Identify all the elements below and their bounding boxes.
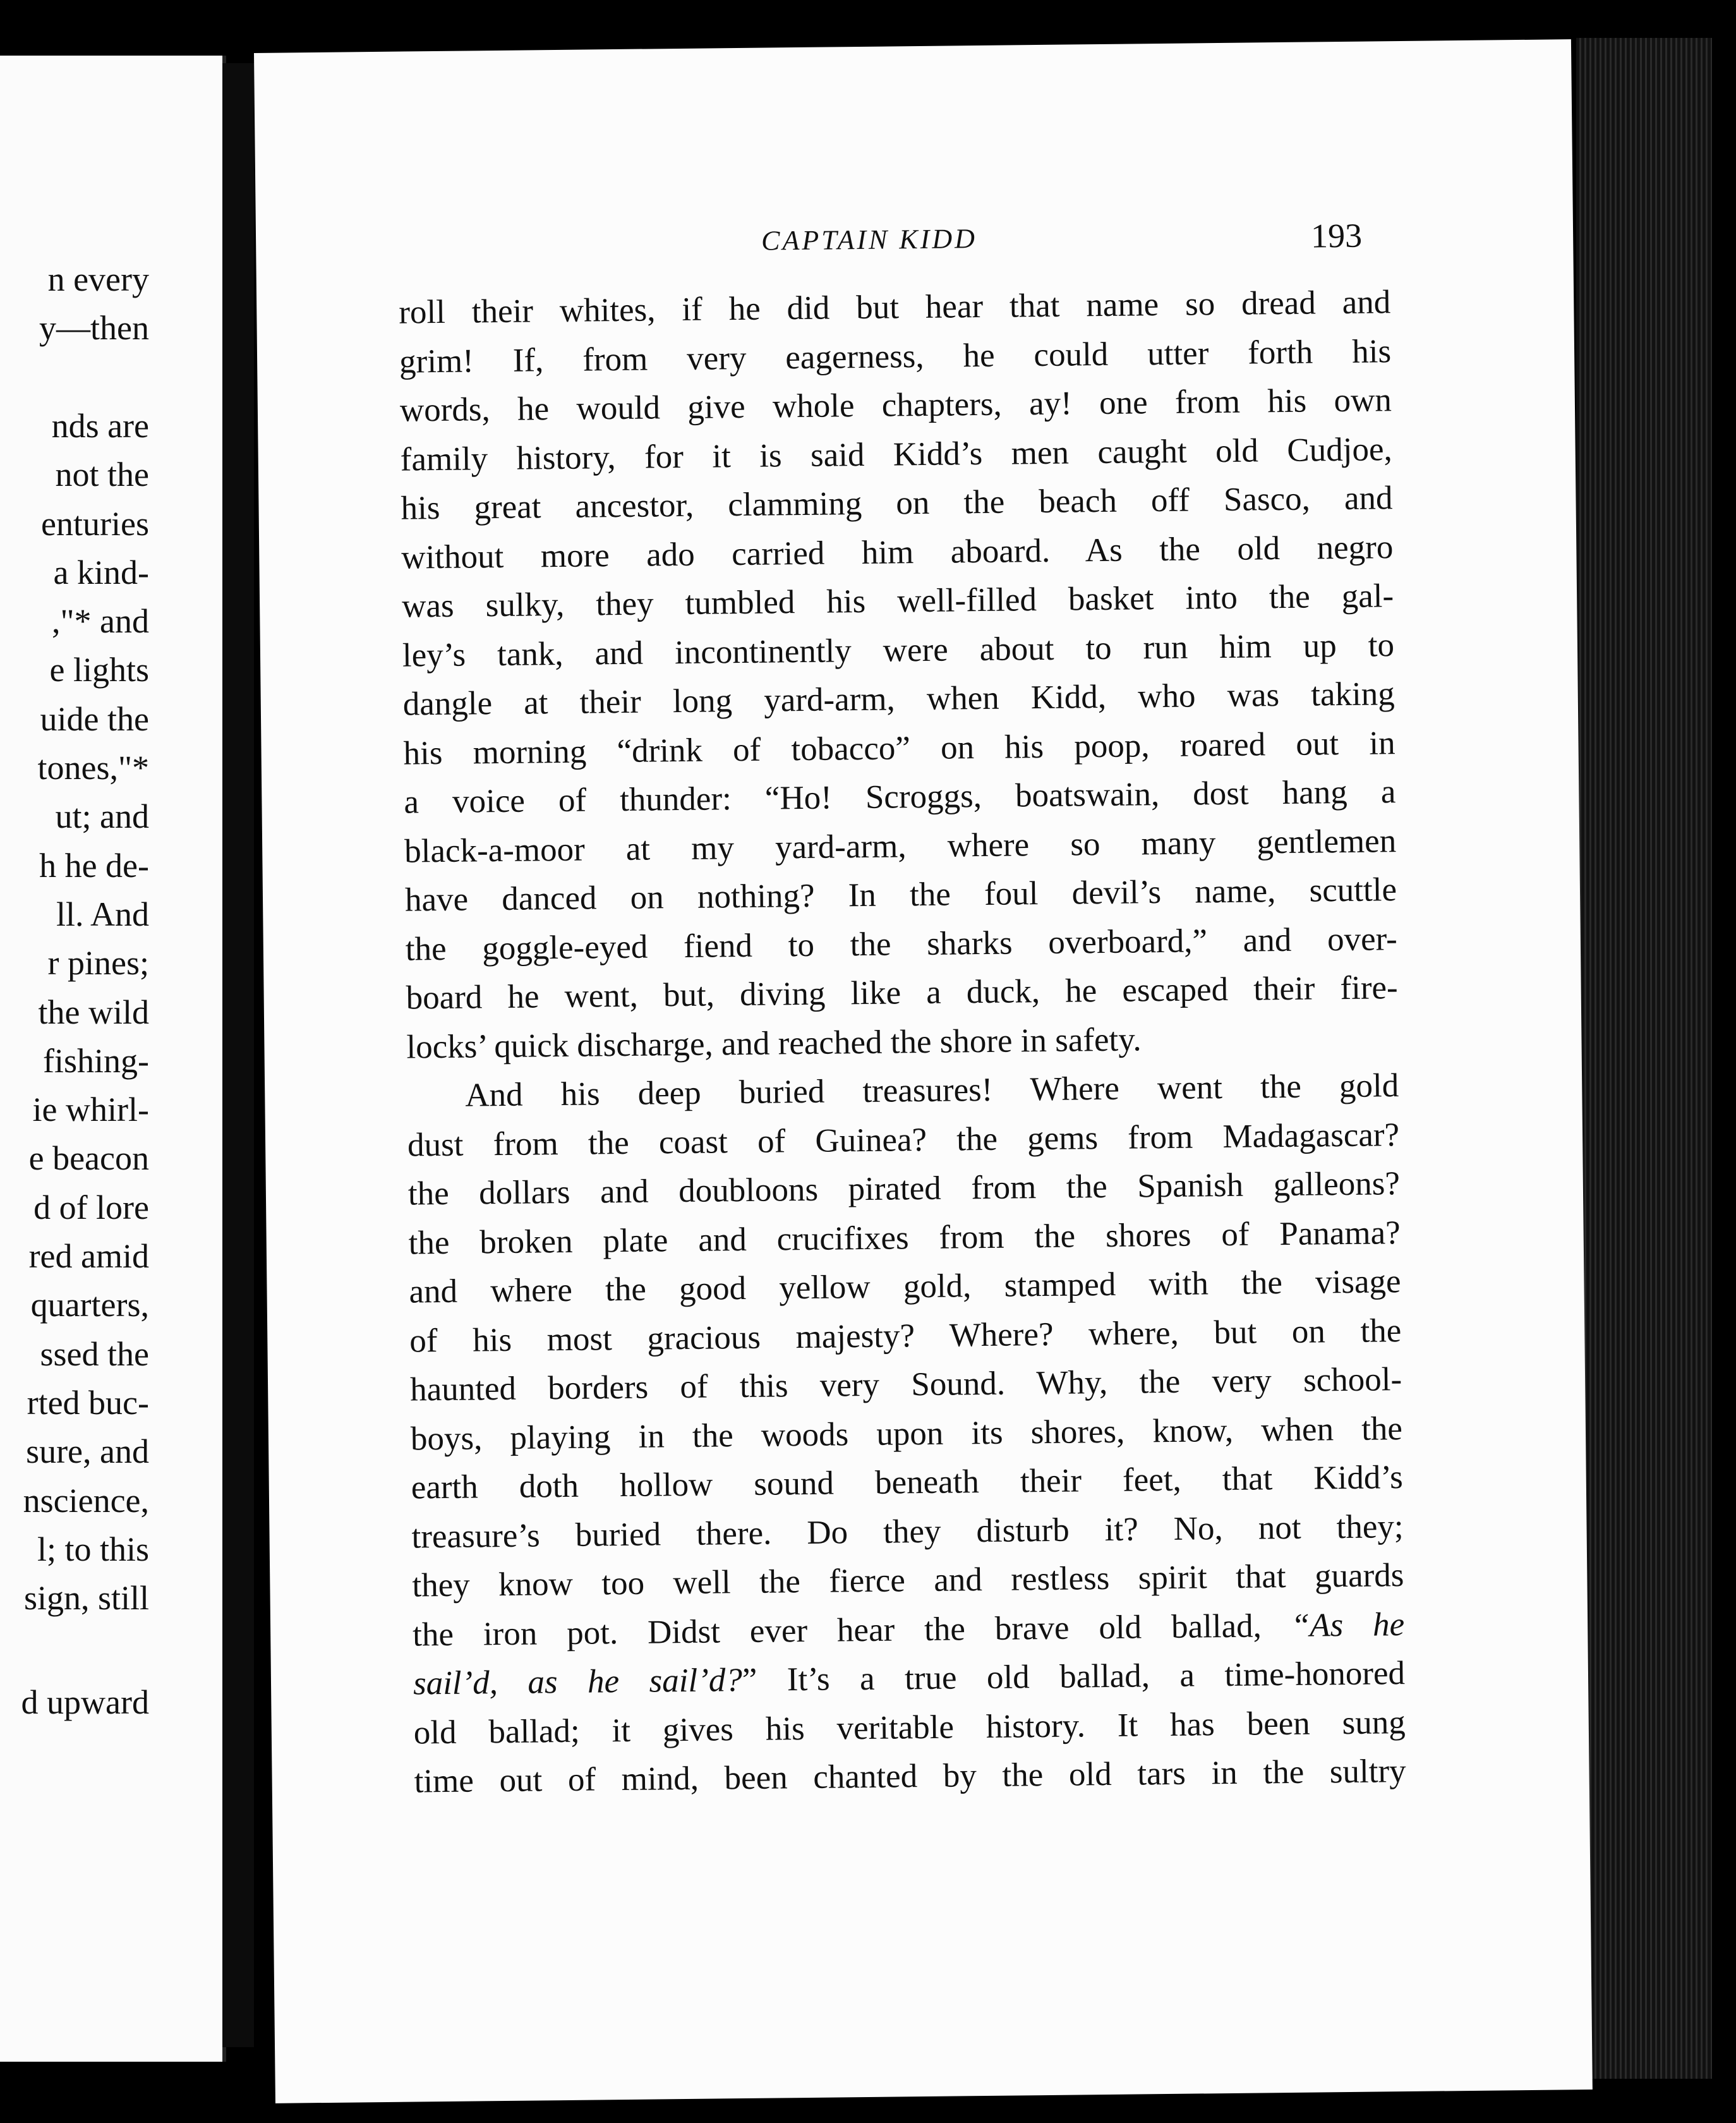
left-page-line: y—then	[39, 309, 149, 348]
left-page-line: rted buc-	[27, 1383, 149, 1422]
left-page-line: d of lore	[33, 1188, 149, 1226]
page-edges	[1576, 38, 1712, 2079]
left-page-line: ,"* and	[51, 602, 149, 641]
left-page-line: e beacon	[28, 1139, 149, 1178]
left-page-line: tones,"*	[37, 749, 149, 787]
left-page-line: ssed the	[40, 1334, 149, 1373]
text-line: earth doth hollow sound beneath their feet, that Kidd’s	[411, 1459, 1404, 1506]
text-line: his great ancestor, clamming on the beach off Sasco, and	[401, 480, 1393, 527]
left-page-line: red amid	[28, 1237, 149, 1275]
ballad-title: “As he	[1291, 1606, 1405, 1644]
running-head	[256, 216, 1574, 268]
text-line: haunted borders of this very Sound. Why, the very school-	[409, 1361, 1402, 1408]
text-run: ” It’s a true old ballad, a time-honored	[742, 1655, 1406, 1699]
text-line: family history, for it is said Kidd’s men caught old Cudjoe,	[400, 430, 1392, 478]
right-page	[254, 39, 1593, 2103]
text-line: ley’s tank, and incontinently were about to run him up to	[402, 626, 1395, 674]
text-line: And his deep buried treasures! Where went the gold	[464, 1067, 1399, 1114]
text-line: the goggle-eyed fiend to the sharks overboard,” and over-	[405, 920, 1398, 968]
text-line: they know too well the fierce and restless spirit that guards	[412, 1557, 1404, 1604]
left-page-line: the wild	[38, 993, 149, 1031]
left-page-line: nscience,	[23, 1481, 149, 1520]
left-page-line: r pines;	[47, 944, 149, 983]
left-page-line: l; to this	[37, 1530, 149, 1568]
text-line: a voice of thunder: “Ho! Scroggs, boatswain, dost hang a	[404, 773, 1396, 821]
text-line: his morning “drink of tobacco” on his poop, roared out in	[403, 724, 1395, 772]
text-line: grim! If, from very eagerness, he could utter forth his	[399, 332, 1392, 380]
body-text	[399, 278, 1406, 1806]
text-line: the dollars and doubloons pirated from the Spanish galleons?	[407, 1165, 1401, 1213]
text-line: of his most gracious majesty? Where? where, but on the	[409, 1312, 1402, 1360]
left-page-line: ll. And	[56, 895, 149, 933]
left-page-line: a kind-	[53, 553, 149, 591]
left-page	[0, 56, 226, 2062]
left-page-line: e lights	[49, 651, 149, 689]
left-page-line: n every	[47, 260, 149, 298]
left-page-line: ut; and	[55, 797, 149, 836]
left-page-line: sure, and	[26, 1432, 149, 1471]
left-page-line: fishing-	[43, 1041, 149, 1080]
text-line: board he went, but, diving like a duck, he escaped their fire-	[406, 969, 1398, 1017]
left-page-line: ie whirl-	[32, 1091, 149, 1129]
text-line: have danced on nothing? In the foul devil’s name, scuttle	[404, 871, 1397, 919]
ballad-title: sail’d, as he sail’d?	[413, 1662, 743, 1702]
text-line: boys, playing in the woods upon its shores, know, when the	[410, 1410, 1403, 1458]
left-page-line: uide the	[40, 699, 149, 738]
running-title: CAPTAIN KIDD	[761, 223, 978, 257]
text-line: old ballad; it gives his veritable history. It has been sung	[413, 1703, 1406, 1751]
left-page-line: sign, still	[23, 1579, 149, 1618]
text-line: dangle at their long yard-arm, when Kidd, who was taking	[402, 675, 1395, 723]
text-line: dust from the coast of Guinea? the gems from Madagascar?	[407, 1116, 1400, 1164]
left-page-line: enturies	[41, 504, 149, 543]
text-line: was sulky, they tumbled his well-filled basket into the gal-	[401, 578, 1394, 625]
text-run: the iron pot. Didst ever hear the brave old ballad,	[412, 1607, 1292, 1654]
text-line: black-a-moor at my yard-arm, where so many gentlemen	[404, 822, 1397, 870]
page-gutter-shadow	[222, 63, 254, 2047]
text-line: the broken plate and crucifixes from the shores of Panama?	[408, 1214, 1401, 1262]
text-line: roll their whites, if he did but hear that name so dread and	[399, 284, 1391, 331]
page-number: 193	[1310, 216, 1363, 255]
text-line: treasure’s buried there. Do they disturb it? No, not they;	[411, 1508, 1404, 1556]
left-page-line: h he de-	[39, 846, 149, 885]
left-page-line: d upward	[21, 1683, 149, 1721]
text-line: locks’ quick discharge, and reached the shore in safety.	[406, 1020, 1142, 1066]
left-page-line: not the	[55, 456, 149, 494]
text-line: and where the good yellow gold, stamped with the visage	[409, 1263, 1401, 1310]
left-page-line: quarters,	[30, 1286, 149, 1324]
text-line: without more ado carried him aboard. As the old negro	[401, 528, 1394, 576]
left-page-line: nds are	[51, 406, 149, 445]
text-line: time out of mind, been chanted by the old tars in the sultry	[414, 1753, 1406, 1800]
text-line: words, he would give whole chapters, ay! one from his own	[399, 382, 1392, 429]
